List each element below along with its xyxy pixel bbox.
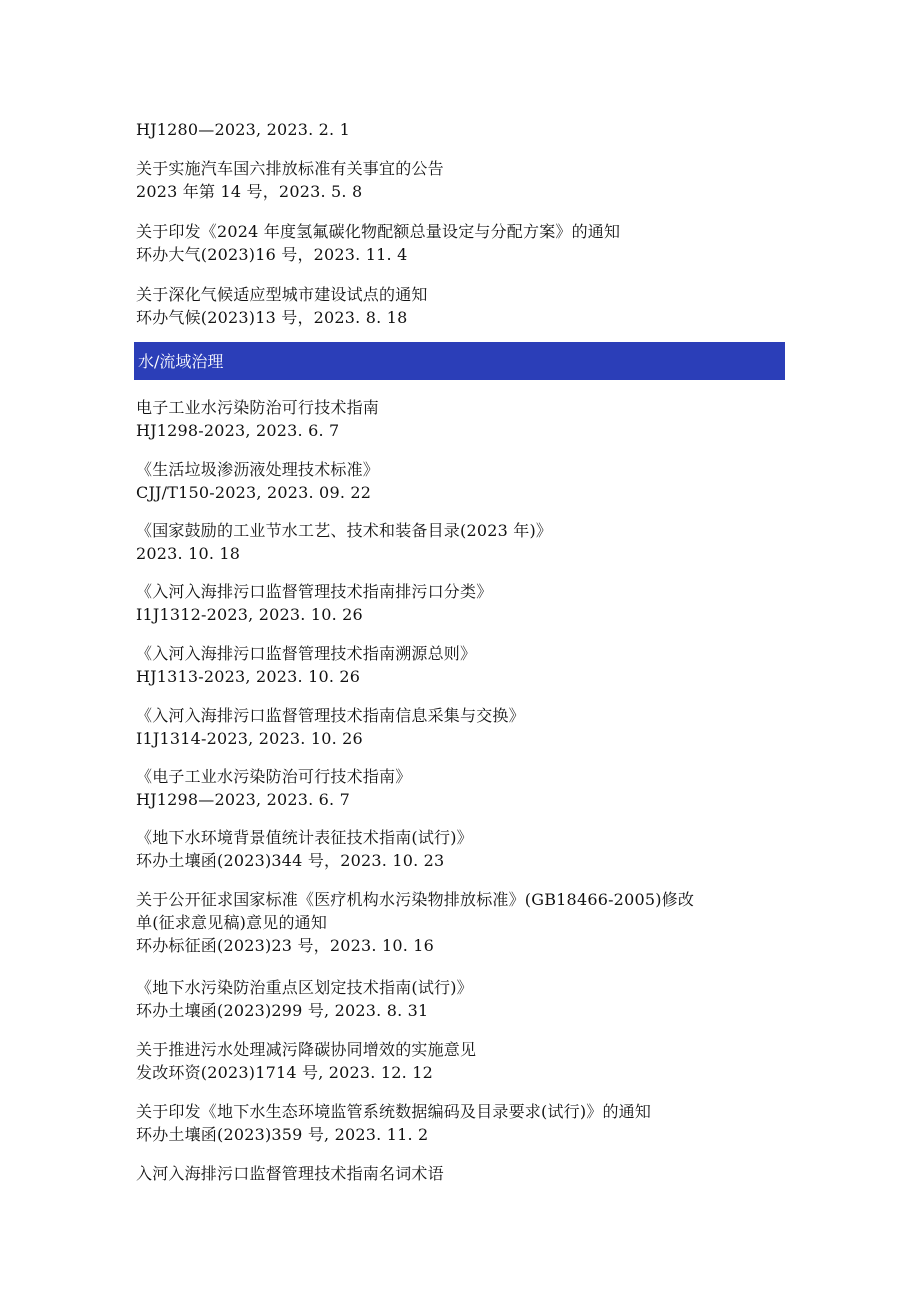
list-item	[136, 1100, 786, 1146]
list-item	[136, 888, 786, 957]
entry-title: 《入河入海排污口监督管理技术指南溯源总则》	[136, 644, 477, 663]
entry-ref: I1J1314-2023, 2023. 10. 26	[136, 729, 363, 748]
list-item	[136, 396, 786, 442]
entry-title: 《国家鼓励的工业节水工艺、技术和装备目录(2023 年)》	[136, 521, 553, 540]
list-item	[136, 580, 786, 626]
entry-ref: 2023. 10. 18	[136, 544, 241, 563]
entry-ref: HJ1298-2023, 2023. 6. 7	[136, 421, 340, 440]
entry-title: 《入河入海排污口监督管理技术指南排污口分类》	[136, 582, 493, 601]
list-item	[136, 826, 786, 872]
entry-ref: 环办气候(2023)13 号，2023. 8. 18	[136, 308, 408, 327]
list-item	[136, 283, 786, 329]
entry-title-cont: 单(征求意见稿)意见的通知	[136, 913, 328, 932]
entry-ref: 环办大气(2023)16 号，2023. 11. 4	[136, 245, 408, 264]
section-title: 水/流域治理	[138, 351, 224, 371]
entry-ref: HJ1313-2023, 2023. 10. 26	[136, 667, 361, 686]
list-item	[136, 458, 786, 504]
entry-title: 关于公开征求国家标准《医疗机构水污染物排放标准》(GB18466-2005)修改	[136, 890, 695, 909]
list-item	[136, 519, 786, 565]
entry-title: 入河入海排污口监督管理技术指南名词术语	[136, 1164, 444, 1183]
entry-title: 关于深化气候适应型城市建设试点的通知	[136, 285, 428, 304]
entry-title: 《地下水污染防治重点区划定技术指南(试行)》	[136, 978, 473, 997]
list-item	[136, 642, 786, 688]
entry-title: 关于印发《地下水生态环境监管系统数据编码及目录要求(试行)》的通知	[136, 1102, 652, 1121]
list-item	[136, 157, 786, 203]
entry-title: 《入河入海排污口监督管理技术指南信息采集与交换》	[136, 706, 525, 725]
entry-ref: 2023 年第 14 号，2023. 5. 8	[136, 182, 363, 201]
entry-title: 电子工业水污染防治可行技术指南	[136, 398, 380, 417]
entry-ref: CJJ/T150-2023, 2023. 09. 22	[136, 483, 372, 502]
entry-title: 关于实施汽车国六排放标准有关事宜的公告	[136, 159, 444, 178]
entry-line: HJ1280—2023, 2023. 2. 1	[136, 120, 350, 139]
list-item	[136, 1162, 786, 1185]
entry-ref: I1J1312-2023, 2023. 10. 26	[136, 605, 363, 624]
entry-ref: HJ1298—2023, 2023. 6. 7	[136, 790, 350, 809]
entry-ref: 环办土壤函(2023)359 号, 2023. 11. 2	[136, 1125, 429, 1144]
entry-ref: 发改环资(2023)1714 号, 2023. 12. 12	[136, 1063, 433, 1082]
entry-title: 《生活垃圾渗沥液处理技术标准》	[136, 460, 380, 479]
list-item	[136, 220, 786, 266]
entry-title: 关于推进污水处理减污降碳协同增效的实施意见	[136, 1040, 477, 1059]
entry-ref: 环办标征函(2023)23 号，2023. 10. 16	[136, 936, 435, 955]
entry-title: 关于印发《2024 年度氢氟碳化物配额总量设定与分配方案》的通知	[136, 222, 621, 241]
entry-title: 《电子工业水污染防治可行技术指南》	[136, 767, 412, 786]
entry-title: 《地下水环境背景值统计表征技术指南(试行)》	[136, 828, 473, 847]
entry-ref: 环办土壤函(2023)344 号，2023. 10. 23	[136, 851, 445, 870]
list-item	[136, 1038, 786, 1084]
entry-ref: 环办土壤函(2023)299 号, 2023. 8. 31	[136, 1001, 429, 1020]
section-header-water	[134, 342, 785, 380]
list-item	[136, 704, 786, 750]
list-item	[136, 976, 786, 1022]
list-item	[136, 765, 786, 811]
list-item	[136, 118, 786, 141]
